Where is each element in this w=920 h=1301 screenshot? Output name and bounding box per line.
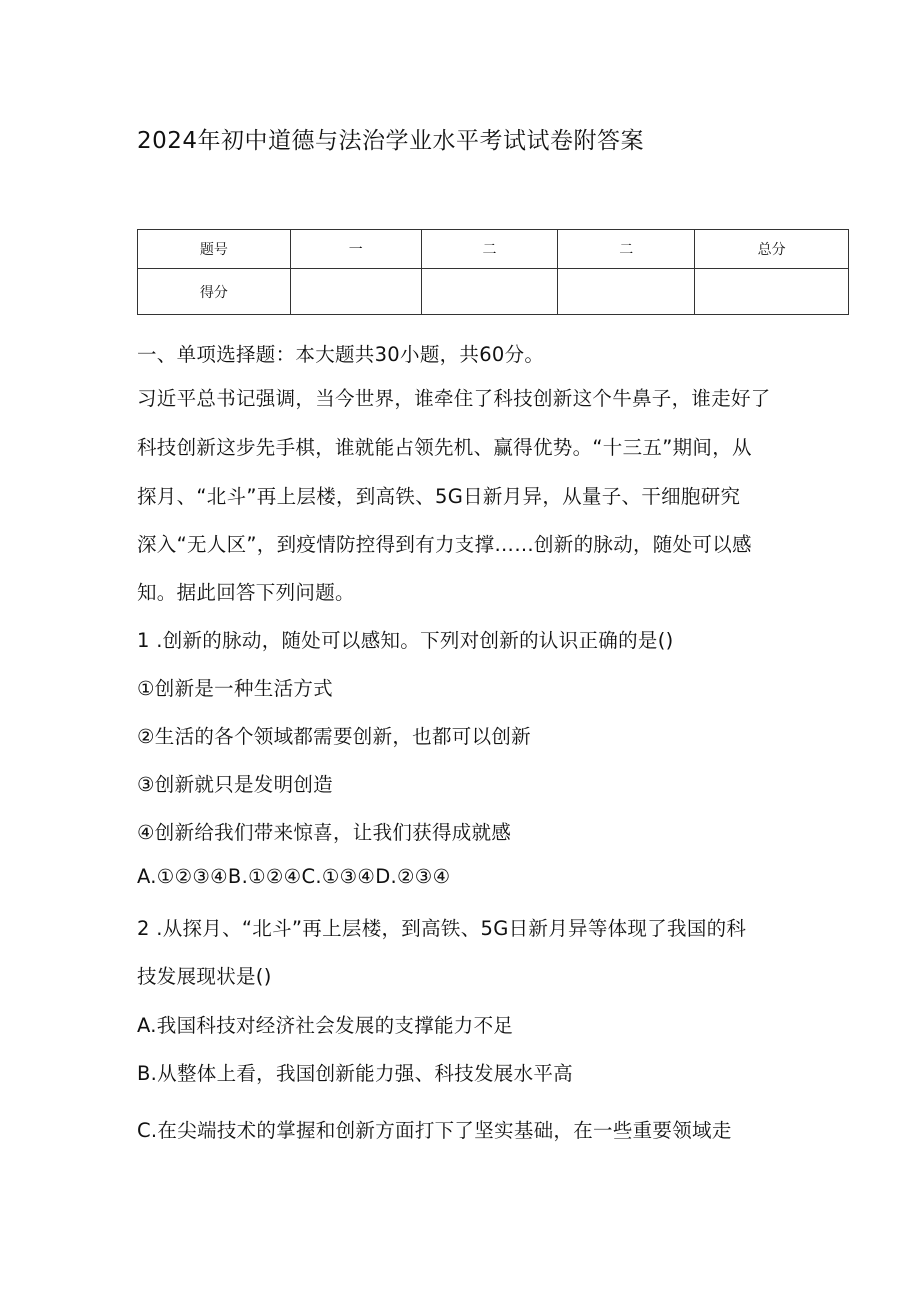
section-heading: 一、单项选择题：本大题共30小题，共60分。 (137, 343, 545, 366)
passage-line: 科技创新这步先手棋，谁就能占领先机、赢得优势。“十三五”期间，从 (137, 436, 752, 459)
question-2-choice-c: C.在尖端技术的掌握和创新方面打下了坚实基础，在一些重要领域走 (137, 1119, 732, 1142)
header-cell-part-3: 二 (558, 230, 695, 269)
header-cell-part-2: 二 (421, 230, 558, 269)
header-cell-question-number: 题号 (138, 230, 291, 269)
passage-line: 探月、“北斗”再上层楼，到高铁、5G日新月异，从量子、干细胞研究 (137, 485, 741, 508)
question-1-stem: 1 .创新的脉动，随处可以感知。下列对创新的认识正确的是() (137, 629, 674, 652)
question-1-statement: ②生活的各个领域都需要创新，也都可以创新 (137, 725, 531, 748)
score-table-header-row (138, 230, 849, 269)
score-cell-total (695, 269, 849, 315)
question-1-statement: ④创新给我们带来惊喜，让我们获得成就感 (137, 821, 512, 844)
passage-line: 习近平总书记强调，当今世界，谁牵住了科技创新这个牛鼻子，谁走好了 (137, 387, 771, 410)
passage-line: 深入“无人区”，到疫情防控得到有力支撑……创新的脉动，随处可以感 (137, 533, 752, 556)
question-1-statement: ③创新就只是发明创造 (137, 773, 333, 796)
document-title: 2024年初中道德与法治学业水平考试试卷附答案 (137, 128, 645, 154)
question-2-choice-a: A.我国科技对经济社会发展的支撑能力不足 (137, 1014, 514, 1037)
question-1-statement: ①创新是一种生活方式 (137, 677, 333, 700)
score-table-score-row (138, 269, 849, 315)
question-2-stem: 2 .从探月、“北斗”再上层楼，到高铁、5G日新月异等体现了我国的科 (137, 917, 747, 940)
question-2-stem: 技发展现状是() (137, 965, 272, 988)
header-cell-total: 总分 (695, 230, 849, 269)
passage-line: 知。据此回答下列问题。 (137, 581, 355, 604)
row-label-score: 得分 (138, 269, 291, 315)
score-cell-part-1 (290, 269, 421, 315)
question-1-choices: A.①②③④B.①②④C.①③④D.②③④ (137, 865, 451, 888)
question-2-choice-b: B.从整体上看，我国创新能力强、科技发展水平高 (137, 1062, 573, 1085)
header-cell-part-1: 一 (290, 230, 421, 269)
score-table (137, 229, 849, 315)
score-cell-part-2 (421, 269, 558, 315)
score-cell-part-3 (558, 269, 695, 315)
